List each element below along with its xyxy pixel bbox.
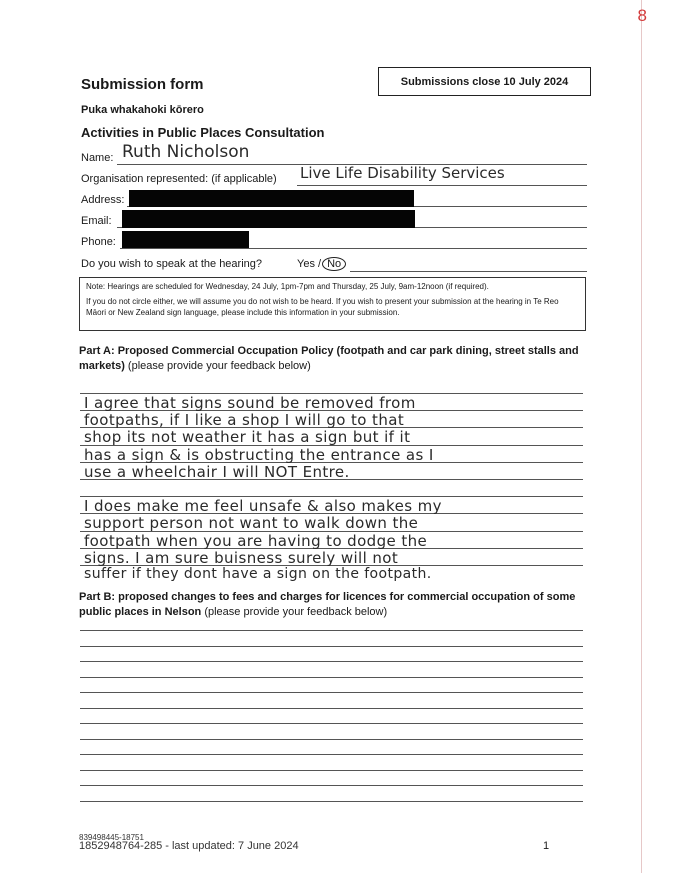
phone-label: Phone: — [81, 236, 116, 248]
part-b-ruled-line — [80, 785, 583, 786]
submissions-close-box — [378, 67, 591, 96]
address-label: Address: — [81, 194, 125, 206]
part-b-ruled-line — [80, 739, 583, 740]
name-label: Name: — [81, 152, 114, 164]
email-label: Email: — [81, 215, 112, 227]
part-b-ruled-line — [80, 754, 583, 755]
organisation-line — [297, 185, 587, 186]
part-b-heading — [79, 590, 589, 620]
part-a-handwritten-line: signs. I am sure buisness surely will not — [84, 548, 399, 567]
consultation-title: Activities in Public Places Consultation — [81, 125, 325, 140]
part-b-ruled-line — [80, 801, 583, 802]
part-a-handwritten-line: shop its not weather it has a sign but if it — [84, 428, 411, 447]
part-b-ruled-line — [80, 770, 583, 771]
hearing-note-line1: Note: Hearings are scheduled for Wednesday, 24 July, 1pm-7pm and Thursday, 25 July, 9am-12noon (if required). — [86, 282, 489, 291]
part-b-heading-text: Part B: proposed changes to fees and charges for licences for commercial occupation of some public places in Nelson — [79, 591, 576, 618]
part-b-ruled-line — [80, 692, 583, 693]
hearing-no-option[interactable]: No — [322, 257, 346, 271]
part-b-hint: (please provide your feedback below) — [204, 606, 388, 618]
hearing-line — [350, 271, 587, 272]
part-a-handwritten-line: I agree that signs sound be removed from — [84, 394, 416, 412]
part-a-handwritten-line: has a sign & is obstructing the entrance as I — [84, 445, 434, 464]
footer-page-number: 1 — [543, 840, 550, 852]
page-margin-line — [641, 0, 642, 873]
name-value[interactable]: Ruth Nicholson — [122, 142, 250, 162]
part-a-heading-text: Part A: Proposed Commercial Occupation Policy (footpath and car park dining, street stalls and markets) — [79, 345, 579, 372]
phone-line — [120, 248, 587, 249]
part-b-ruled-line — [80, 708, 583, 709]
hearing-options — [297, 257, 346, 271]
address-redaction — [129, 190, 414, 207]
footer-doc-id: 1852948764-285 - last updated: 7 June 2024 — [79, 840, 299, 852]
part-a-handwritten-line: I does make me feel unsafe & also makes my — [84, 497, 442, 516]
organisation-label: Organisation represented: (if applicable) — [81, 173, 277, 185]
organisation-value[interactable]: Live Life Disability Services — [300, 164, 505, 182]
part-a-handwritten-line: suffer if they dont have a sign on the footpath. — [84, 566, 432, 582]
submissions-close-text: Submissions close 10 July 2024 — [400, 75, 569, 88]
part-b-ruled-line — [80, 677, 583, 678]
part-a-heading — [79, 344, 589, 374]
hearing-question: Do you wish to speak at the hearing? — [81, 258, 263, 270]
email-redaction — [122, 210, 415, 228]
part-b-ruled-line — [80, 630, 583, 631]
part-b-ruled-line — [80, 723, 583, 724]
part-a-handwritten-line: footpath when you are having to dodge the — [84, 531, 428, 550]
footer-doc-id-small: 839498445-18751 — [79, 833, 144, 842]
part-b-ruled-line — [80, 646, 583, 647]
form-title: Submission form — [81, 76, 204, 93]
part-a-handwritten-line: footpaths, if I like a shop I will go to that — [84, 411, 405, 430]
part-a-hint: (please provide your feedback below) — [127, 360, 311, 372]
form-subtitle: Puka whakahoki kōrero — [81, 104, 204, 116]
hearing-note-line2: If you do not circle either, we will assume you do not wish to be heard. If you wish to present your submission at the hearing in Te Reo Māori or New Zealand sign language, please include this information in your submission. — [86, 297, 559, 317]
phone-redaction — [122, 231, 249, 248]
hearing-yes-option[interactable]: Yes / — [297, 258, 322, 270]
part-a-handwritten-line: support person not want to walk down the — [84, 514, 419, 533]
page-marker: 8 — [637, 6, 647, 25]
hearing-note-box — [79, 277, 586, 331]
part-a-handwritten-line: use a wheelchair I will NOT Entre. — [84, 462, 350, 481]
part-b-ruled-line — [80, 661, 583, 662]
